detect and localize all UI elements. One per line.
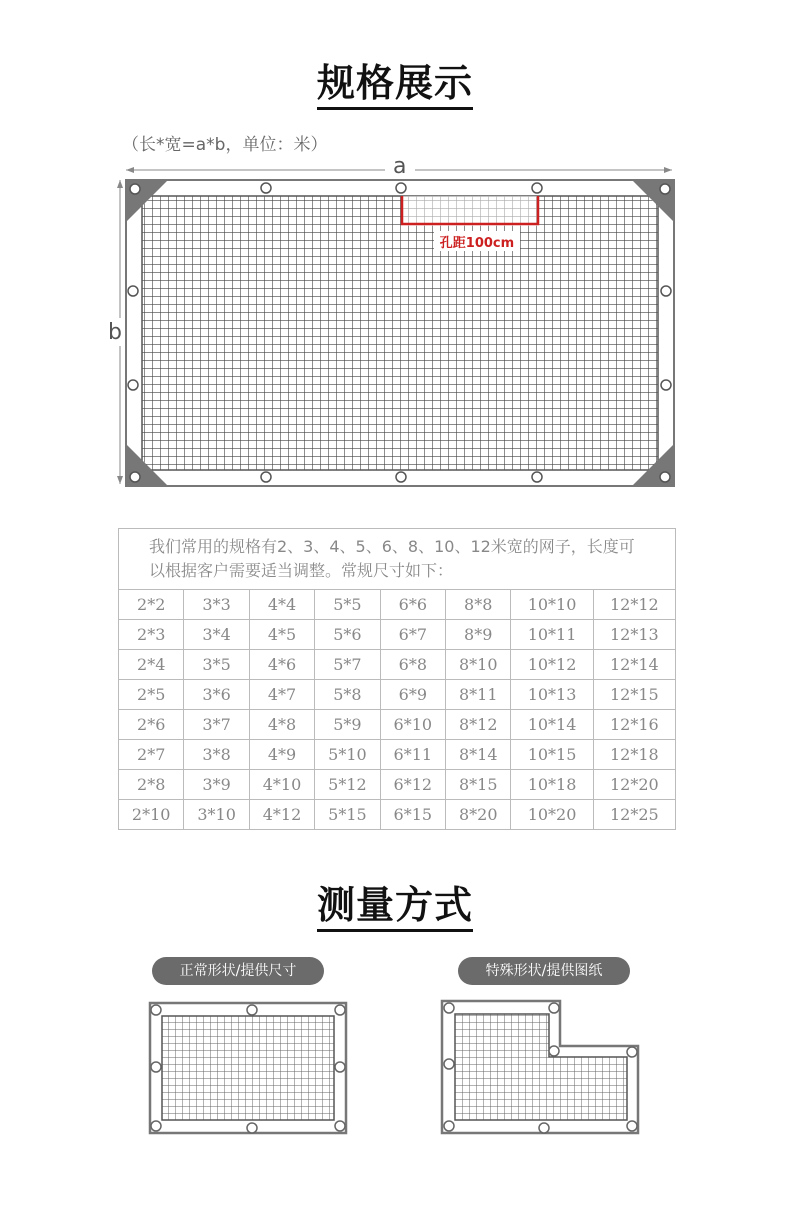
table-cell: 3*9 (184, 770, 249, 800)
measure-section-title: 测量方式 (0, 874, 790, 929)
table-cell: 4*9 (249, 740, 314, 770)
table-cell: 2*8 (119, 770, 184, 800)
table-intro: 我们常用的规格有2、3、4、5、6、8、10、12米宽的网子，长度可以根据客户需要适当调整。常规尺寸如下： (119, 529, 676, 590)
table-cell: 3*7 (184, 710, 249, 740)
table-cell: 12*14 (593, 650, 675, 680)
table-cell: 5*9 (315, 710, 380, 740)
table-cell: 12*13 (593, 620, 675, 650)
table-cell: 3*5 (184, 650, 249, 680)
table-cell: 12*20 (593, 770, 675, 800)
table-cell: 2*6 (119, 710, 184, 740)
table-cell: 4*12 (249, 800, 314, 830)
table-cell: 8*15 (446, 770, 511, 800)
table-cell: 4*4 (249, 590, 314, 620)
normal-shape-label: 正常形状/提供尺寸 (152, 957, 324, 985)
table-cell: 12*12 (593, 590, 675, 620)
table-cell: 8*12 (446, 710, 511, 740)
table-cell: 3*4 (184, 620, 249, 650)
table-cell: 3*3 (184, 590, 249, 620)
table-cell: 2*3 (119, 620, 184, 650)
table-cell: 8*20 (446, 800, 511, 830)
label-a: a (393, 154, 407, 179)
table-cell: 5*12 (315, 770, 380, 800)
table-cell: 10*11 (511, 620, 593, 650)
table-cell: 12*25 (593, 800, 675, 830)
table-cell: 2*4 (119, 650, 184, 680)
table-cell: 8*11 (446, 680, 511, 710)
table-cell: 2*5 (119, 680, 184, 710)
table-cell: 4*5 (249, 620, 314, 650)
normal-shape-diagram (150, 1003, 346, 1133)
special-shape-diagram (442, 1001, 638, 1133)
spec-section-title: 规格展示 (0, 52, 790, 107)
table-cell: 10*15 (511, 740, 593, 770)
table-cell: 4*7 (249, 680, 314, 710)
table-cell: 6*15 (380, 800, 445, 830)
table-cell: 2*2 (119, 590, 184, 620)
table-cell: 6*12 (380, 770, 445, 800)
table-cell: 5*10 (315, 740, 380, 770)
table-cell: 12*16 (593, 710, 675, 740)
table-cell: 12*15 (593, 680, 675, 710)
table-cell: 10*13 (511, 680, 593, 710)
table-cell: 5*8 (315, 680, 380, 710)
table-cell: 3*8 (184, 740, 249, 770)
table-cell: 3*10 (184, 800, 249, 830)
table-cell: 4*6 (249, 650, 314, 680)
table-cell: 3*6 (184, 680, 249, 710)
table-cell: 5*6 (315, 620, 380, 650)
table-cell: 8*9 (446, 620, 511, 650)
special-shape-label: 特殊形状/提供图纸 (458, 957, 630, 985)
table-cell: 2*7 (119, 740, 184, 770)
table-cell: 5*15 (315, 800, 380, 830)
table-cell: 6*8 (380, 650, 445, 680)
table-cell: 10*10 (511, 590, 593, 620)
table-cell: 2*10 (119, 800, 184, 830)
table-cell: 4*10 (249, 770, 314, 800)
table-cell: 10*18 (511, 770, 593, 800)
table-cell: 5*7 (315, 650, 380, 680)
label-b: b (108, 320, 122, 345)
table-cell: 6*10 (380, 710, 445, 740)
table-cell: 10*14 (511, 710, 593, 740)
unit-note: （长*宽=a*b，单位：米） (122, 135, 328, 155)
table-cell: 6*7 (380, 620, 445, 650)
table-cell: 6*11 (380, 740, 445, 770)
table-cell: 8*10 (446, 650, 511, 680)
table-cell: 5*5 (315, 590, 380, 620)
table-cell: 10*20 (511, 800, 593, 830)
table-cell: 8*14 (446, 740, 511, 770)
table-cell: 4*8 (249, 710, 314, 740)
hole-spacing-label: 孔距100cm (439, 236, 515, 251)
table-cell: 6*6 (380, 590, 445, 620)
table-cell: 6*9 (380, 680, 445, 710)
table-cell: 12*18 (593, 740, 675, 770)
table-cell: 8*8 (446, 590, 511, 620)
table-cell: 10*12 (511, 650, 593, 680)
